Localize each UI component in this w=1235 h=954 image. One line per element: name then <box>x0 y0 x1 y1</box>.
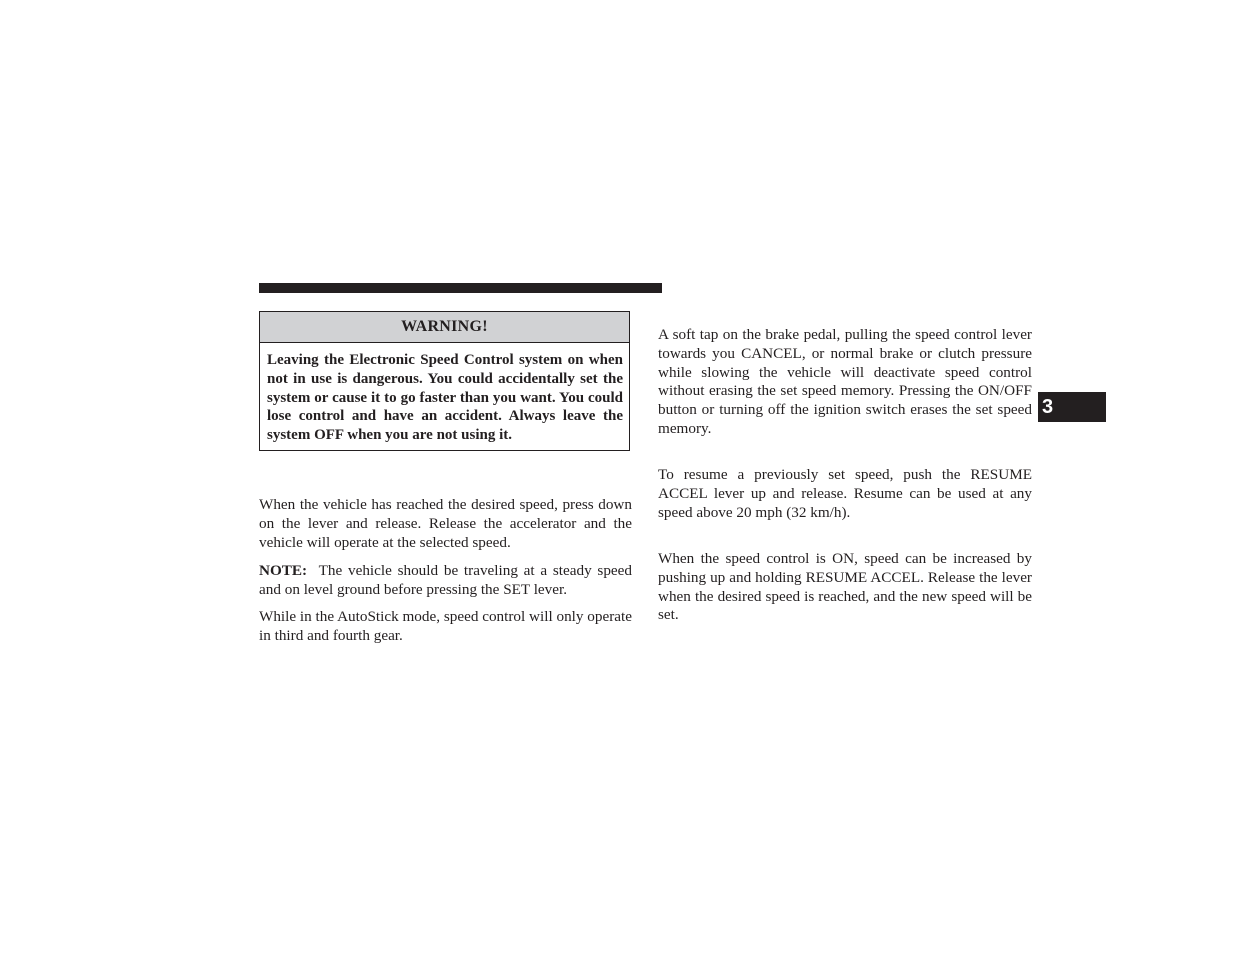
left-paragraph-set-speed: When the vehicle has reached the desired speed, press down on the lever and release. Release the accelerator and the vehicle will operate at the selected speed. <box>259 496 632 551</box>
warning-title: WARNING! <box>260 312 629 343</box>
left-note <box>259 562 632 600</box>
warning-box <box>259 311 630 451</box>
warning-text: Leaving the Electronic Speed Control system on when not in use is dangerous. You could accidentally set the system or cause it to go faster than you want. You could lose control and have an accident. Always leave the system OFF when you are not using it. <box>267 352 623 444</box>
right-paragraph-accelerate: When the speed control is ON, speed can be increased by pushing up and holding RESUME ACCEL. Release the lever when the desired speed is reached, and the new speed will be set. <box>658 550 1032 624</box>
right-paragraph-resume: To resume a previously set speed, push the RESUME ACCEL lever up and release. Resume can be used at any speed above 20 mph (32 km/h). <box>658 466 1032 521</box>
note-label: NOTE: <box>259 562 308 579</box>
left-paragraph-autostick: While in the AutoStick mode, speed control will only operate in third and fourth gear. <box>259 608 632 644</box>
header-rule <box>259 283 662 293</box>
note-text: The vehicle should be traveling at a steady speed and on level ground before pressing the SET lever. <box>259 562 632 598</box>
section-tab: 3 <box>1038 392 1106 422</box>
right-paragraph-cancel: A soft tap on the brake pedal, pulling the speed control lever towards you CANCEL, or normal brake or clutch pressure while slowing the vehicle will deactivate speed control without erasing the set speed memory. Pressing the ON/OFF button or turning off the ignition switch erases the set speed memory. <box>658 326 1032 437</box>
